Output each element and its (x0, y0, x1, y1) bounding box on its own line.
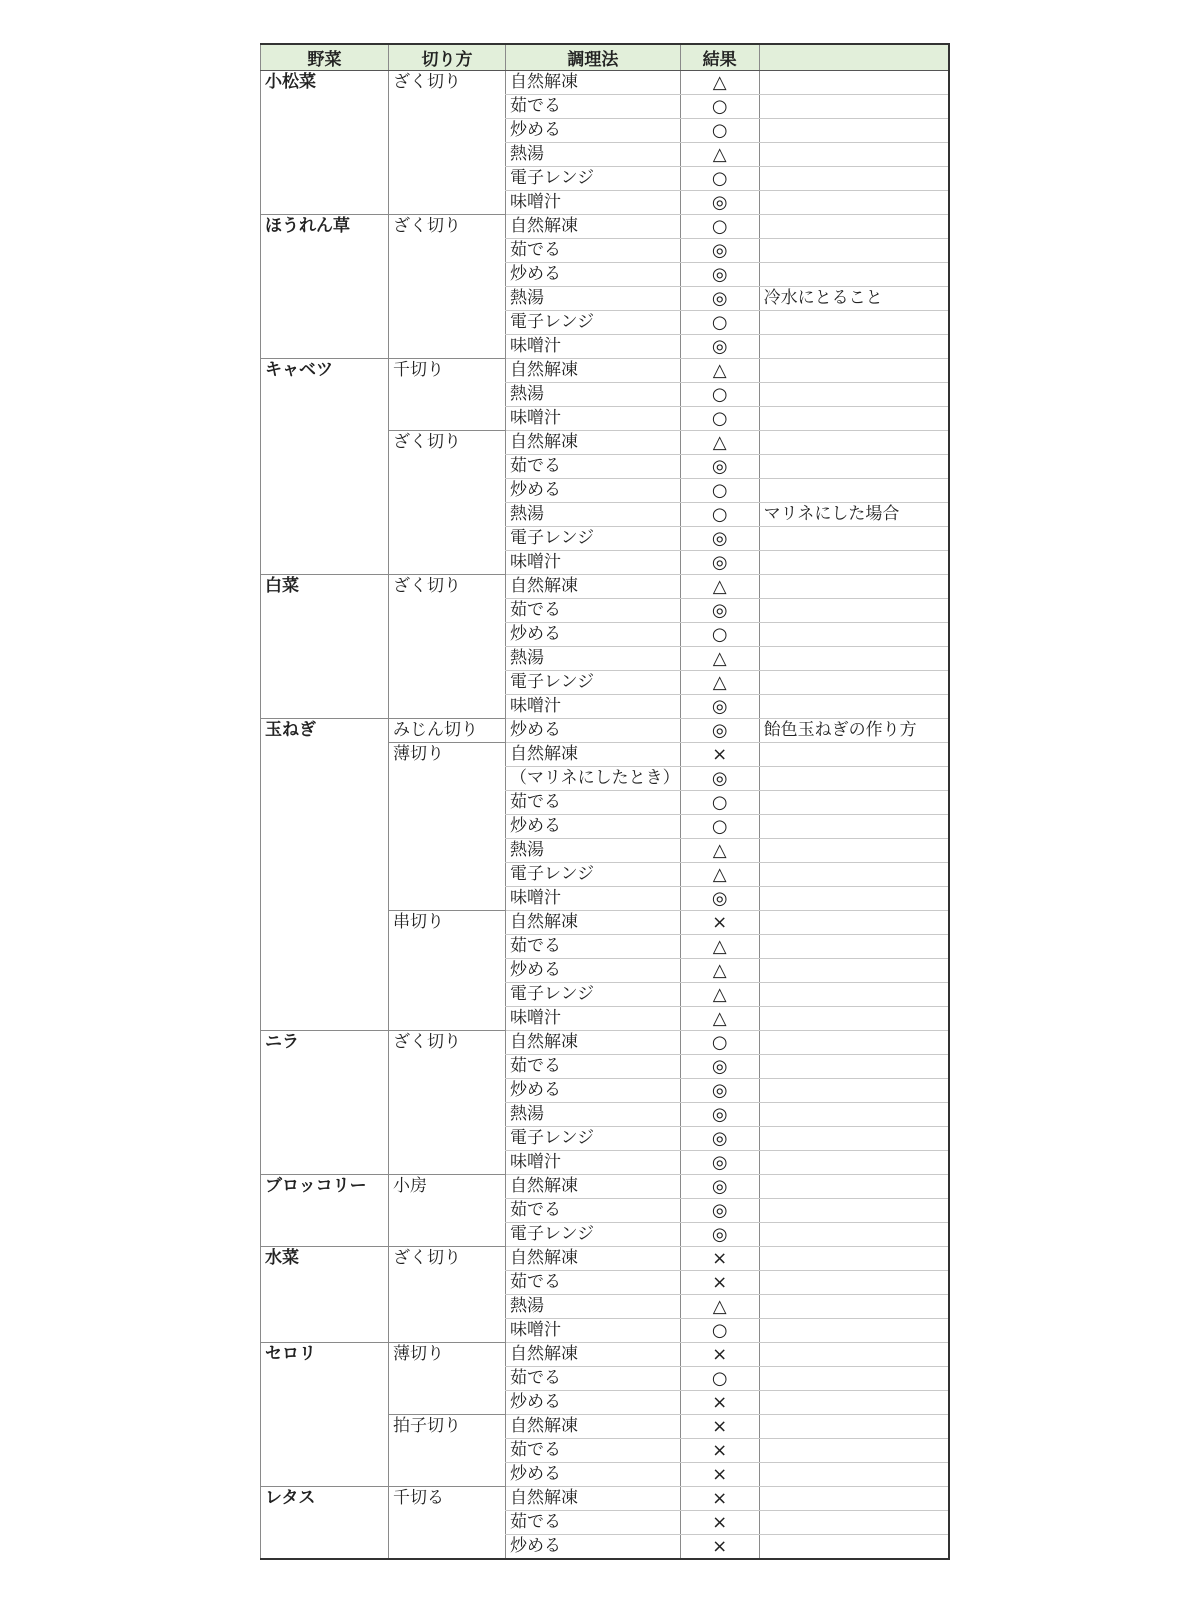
note-cell (759, 911, 949, 935)
result-cell: × (680, 1463, 759, 1487)
note-cell (759, 191, 949, 215)
result-cell: ◎ (680, 191, 759, 215)
result-cell: ◎ (680, 527, 759, 551)
method-cell: 電子レンジ (506, 863, 681, 887)
method-cell: 熱湯 (506, 1295, 681, 1319)
note-cell (759, 1151, 949, 1175)
cut-cell: ざく切り (389, 431, 506, 575)
method-cell: 自然解凍 (506, 1247, 681, 1271)
result-cell: × (680, 1271, 759, 1295)
header-note (759, 44, 949, 71)
note-cell (759, 71, 949, 95)
result-cell: △ (680, 839, 759, 863)
header-row (261, 44, 950, 71)
result-cell: ◎ (680, 1151, 759, 1175)
result-cell: △ (680, 71, 759, 95)
result-cell: × (680, 1415, 759, 1439)
method-cell: 炒める (506, 815, 681, 839)
result-cell: ◎ (680, 455, 759, 479)
note-cell (759, 551, 949, 575)
table-row (261, 359, 950, 383)
cut-cell: ざく切り (389, 71, 506, 215)
method-cell: 自然解凍 (506, 743, 681, 767)
note-cell (759, 479, 949, 503)
header-method: 調理法 (506, 44, 681, 71)
result-cell: ○ (680, 815, 759, 839)
vegetable-cell: ブロッコリー (261, 1175, 389, 1247)
result-cell: × (680, 1343, 759, 1367)
note-cell (759, 527, 949, 551)
result-cell: ◎ (680, 599, 759, 623)
method-cell: 茹でる (506, 1055, 681, 1079)
table-body (261, 71, 950, 1560)
method-cell: 炒める (506, 479, 681, 503)
cut-cell: 小房 (389, 1175, 506, 1247)
note-cell (759, 863, 949, 887)
result-cell: ○ (680, 623, 759, 647)
result-cell: ◎ (680, 887, 759, 911)
note-cell (759, 695, 949, 719)
method-cell: 自然解凍 (506, 71, 681, 95)
note-cell (759, 455, 949, 479)
result-cell: ◎ (680, 287, 759, 311)
note-cell (759, 959, 949, 983)
method-cell: 電子レンジ (506, 1223, 681, 1247)
note-cell (759, 1391, 949, 1415)
method-cell: 味噌汁 (506, 407, 681, 431)
method-cell: 茹でる (506, 935, 681, 959)
result-cell: ◎ (680, 695, 759, 719)
result-cell: ◎ (680, 1055, 759, 1079)
method-cell: 熱湯 (506, 143, 681, 167)
result-cell: × (680, 1535, 759, 1560)
method-cell: 炒める (506, 623, 681, 647)
method-cell: 茹でる (506, 1439, 681, 1463)
method-cell: 味噌汁 (506, 695, 681, 719)
result-cell: ◎ (680, 1079, 759, 1103)
result-cell: △ (680, 1295, 759, 1319)
method-cell: 自然解凍 (506, 1487, 681, 1511)
table-row (261, 1487, 950, 1511)
method-cell: 茹でる (506, 599, 681, 623)
method-cell: 炒める (506, 719, 681, 743)
note-cell (759, 1079, 949, 1103)
method-cell: 電子レンジ (506, 311, 681, 335)
result-cell: ○ (680, 215, 759, 239)
cut-cell: 串切り (389, 911, 506, 1031)
cut-cell: ざく切り (389, 575, 506, 719)
result-cell: × (680, 1511, 759, 1535)
method-cell: 自然解凍 (506, 215, 681, 239)
method-cell: 茹でる (506, 1199, 681, 1223)
note-cell: マリネにした場合 (759, 503, 949, 527)
result-cell: △ (680, 983, 759, 1007)
result-cell: ◎ (680, 1103, 759, 1127)
method-cell: 熱湯 (506, 839, 681, 863)
note-cell (759, 1439, 949, 1463)
method-cell: 炒める (506, 959, 681, 983)
result-cell: × (680, 743, 759, 767)
vegetable-cell: 玉ねぎ (261, 719, 389, 1031)
note-cell (759, 407, 949, 431)
vegetable-cell: ニラ (261, 1031, 389, 1175)
method-cell: 電子レンジ (506, 1127, 681, 1151)
cut-cell: 薄切り (389, 1343, 506, 1415)
result-cell: △ (680, 359, 759, 383)
header-vegetable: 野菜 (261, 44, 389, 71)
result-cell: × (680, 1391, 759, 1415)
note-cell (759, 935, 949, 959)
vegetable-cell: レタス (261, 1487, 389, 1560)
cut-cell: 薄切り (389, 743, 506, 911)
table-row (261, 71, 950, 95)
method-cell: 味噌汁 (506, 887, 681, 911)
table-row (261, 215, 950, 239)
cut-cell: ざく切り (389, 215, 506, 359)
note-cell (759, 215, 949, 239)
result-cell: ○ (680, 503, 759, 527)
method-cell: 茹でる (506, 455, 681, 479)
method-cell: 味噌汁 (506, 191, 681, 215)
result-cell: ○ (680, 407, 759, 431)
method-cell: 熱湯 (506, 383, 681, 407)
result-cell: × (680, 1439, 759, 1463)
method-cell: 電子レンジ (506, 167, 681, 191)
result-cell: △ (680, 575, 759, 599)
method-cell: 自然解凍 (506, 1175, 681, 1199)
result-cell: ◎ (680, 1127, 759, 1151)
result-cell: ◎ (680, 767, 759, 791)
note-cell (759, 335, 949, 359)
note-cell (759, 1007, 949, 1031)
result-cell: × (680, 1487, 759, 1511)
method-cell: 電子レンジ (506, 527, 681, 551)
method-cell: 炒める (506, 263, 681, 287)
note-cell (759, 383, 949, 407)
note-cell: 冷水にとること (759, 287, 949, 311)
note-cell (759, 1223, 949, 1247)
method-cell: 熱湯 (506, 1103, 681, 1127)
cut-cell: ざく切り (389, 1031, 506, 1175)
note-cell (759, 1103, 949, 1127)
method-cell: 炒める (506, 1535, 681, 1560)
result-cell: △ (680, 431, 759, 455)
result-cell: △ (680, 143, 759, 167)
note-cell (759, 983, 949, 1007)
table-row (261, 1175, 950, 1199)
table-row (261, 1343, 950, 1367)
note-cell (759, 1295, 949, 1319)
vegetable-cell: ほうれん草 (261, 215, 389, 359)
note-cell (759, 599, 949, 623)
result-cell: △ (680, 863, 759, 887)
vegetable-cell: 白菜 (261, 575, 389, 719)
result-cell: △ (680, 1007, 759, 1031)
vegetable-cell: セロリ (261, 1343, 389, 1487)
method-cell: 自然解凍 (506, 1343, 681, 1367)
result-cell: △ (680, 647, 759, 671)
result-cell: × (680, 1247, 759, 1271)
note-cell (759, 167, 949, 191)
note-cell (759, 623, 949, 647)
method-cell: 茹でる (506, 1511, 681, 1535)
vegetable-cell: キャベツ (261, 359, 389, 575)
result-cell: △ (680, 671, 759, 695)
note-cell (759, 815, 949, 839)
note-cell (759, 263, 949, 287)
method-cell: 味噌汁 (506, 335, 681, 359)
method-cell: （マリネにしたとき） (506, 767, 681, 791)
result-cell: ○ (680, 119, 759, 143)
method-cell: 自然解凍 (506, 359, 681, 383)
cut-cell: ざく切り (389, 1247, 506, 1343)
result-cell: ◎ (680, 551, 759, 575)
note-cell (759, 1535, 949, 1560)
method-cell: 電子レンジ (506, 671, 681, 695)
note-cell (759, 743, 949, 767)
result-cell: ◎ (680, 1175, 759, 1199)
method-cell: 炒める (506, 1079, 681, 1103)
method-cell: 自然解凍 (506, 1031, 681, 1055)
note-cell (759, 1487, 949, 1511)
method-cell: 炒める (506, 1463, 681, 1487)
result-cell: ○ (680, 1319, 759, 1343)
method-cell: 炒める (506, 1391, 681, 1415)
note-cell (759, 311, 949, 335)
table-row (261, 575, 950, 599)
method-cell: 自然解凍 (506, 431, 681, 455)
result-cell: ◎ (680, 1223, 759, 1247)
note-cell (759, 1247, 949, 1271)
result-cell: △ (680, 935, 759, 959)
method-cell: 味噌汁 (506, 551, 681, 575)
cut-cell: 千切る (389, 1487, 506, 1560)
result-cell: ○ (680, 1367, 759, 1391)
result-cell: ◎ (680, 335, 759, 359)
method-cell: 自然解凍 (506, 911, 681, 935)
note-cell (759, 1199, 949, 1223)
note-cell (759, 575, 949, 599)
method-cell: 味噌汁 (506, 1007, 681, 1031)
result-cell: △ (680, 959, 759, 983)
note-cell (759, 119, 949, 143)
note-cell (759, 1463, 949, 1487)
note-cell (759, 1367, 949, 1391)
note-cell (759, 839, 949, 863)
method-cell: 茹でる (506, 1271, 681, 1295)
note-cell (759, 359, 949, 383)
note-cell (759, 1175, 949, 1199)
method-cell: 熱湯 (506, 287, 681, 311)
result-cell: ○ (680, 479, 759, 503)
cut-cell: 千切り (389, 359, 506, 431)
cut-cell: 拍子切り (389, 1415, 506, 1487)
note-cell (759, 95, 949, 119)
note-cell (759, 671, 949, 695)
note-cell (759, 1343, 949, 1367)
result-cell: ○ (680, 95, 759, 119)
note-cell (759, 239, 949, 263)
note-cell (759, 431, 949, 455)
note-cell (759, 1127, 949, 1151)
note-cell (759, 143, 949, 167)
method-cell: 茹でる (506, 239, 681, 263)
note-cell (759, 1415, 949, 1439)
note-cell (759, 1271, 949, 1295)
method-cell: 味噌汁 (506, 1151, 681, 1175)
header-result: 結果 (680, 44, 759, 71)
result-cell: ○ (680, 167, 759, 191)
note-cell (759, 1319, 949, 1343)
result-cell: ○ (680, 1031, 759, 1055)
result-cell: ○ (680, 383, 759, 407)
table-row (261, 1031, 950, 1055)
method-cell: 味噌汁 (506, 1319, 681, 1343)
result-cell: ○ (680, 311, 759, 335)
result-cell: ◎ (680, 1199, 759, 1223)
method-cell: 電子レンジ (506, 983, 681, 1007)
method-cell: 茹でる (506, 791, 681, 815)
method-cell: 熱湯 (506, 503, 681, 527)
result-cell: ◎ (680, 239, 759, 263)
result-cell: × (680, 911, 759, 935)
note-cell (759, 791, 949, 815)
method-cell: 茹でる (506, 1367, 681, 1391)
note-cell (759, 1031, 949, 1055)
note-cell: 飴色玉ねぎの作り方 (759, 719, 949, 743)
table-row (261, 719, 950, 743)
note-cell (759, 1055, 949, 1079)
vegetable-cell: 小松菜 (261, 71, 389, 215)
vegetable-cooking-table (260, 43, 950, 1560)
cut-cell: みじん切り (389, 719, 506, 743)
table-row (261, 1247, 950, 1271)
note-cell (759, 887, 949, 911)
note-cell (759, 1511, 949, 1535)
header-cut: 切り方 (389, 44, 506, 71)
result-cell: ◎ (680, 719, 759, 743)
method-cell: 熱湯 (506, 647, 681, 671)
method-cell: 自然解凍 (506, 1415, 681, 1439)
result-cell: ◎ (680, 263, 759, 287)
note-cell (759, 767, 949, 791)
method-cell: 自然解凍 (506, 575, 681, 599)
vegetable-cell: 水菜 (261, 1247, 389, 1343)
method-cell: 茹でる (506, 95, 681, 119)
method-cell: 炒める (506, 119, 681, 143)
result-cell: ○ (680, 791, 759, 815)
note-cell (759, 647, 949, 671)
